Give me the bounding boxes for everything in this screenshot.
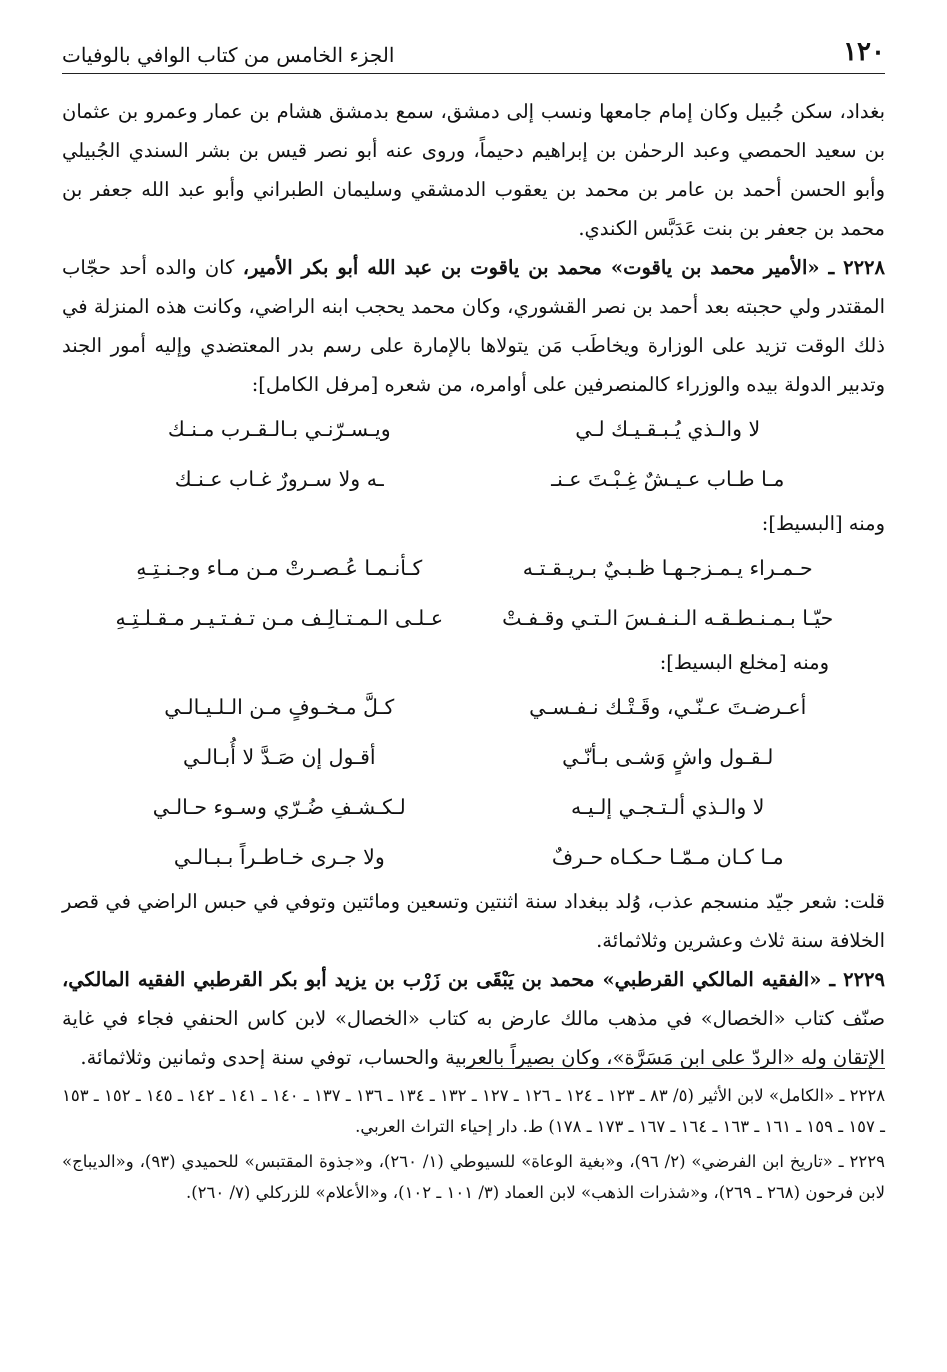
main-text [62,92,885,1077]
meter-label: [مرفل الكامل]: [251,373,379,396]
hemistich-left: أقـول إن صَـدَّ لا أُبـالـي [182,744,376,769]
verse [62,782,885,832]
hemistich-left: ـه ولا سـرورٌ غـاب عـنـك [174,466,384,491]
verse [62,404,885,454]
page-number: ١٢٠ [843,37,885,67]
hemistich-left: ويـسـرّنـي بـالـقـرب مـنـك [167,416,391,441]
hemistich-right: لا والـذي ألـتـجـي إلـيـه [570,794,765,819]
hemistich-right: حيّـا بـمـنـطـقـه الـنـفـسَ الـتـي وقـفـتْ [502,605,834,630]
entry-heading: ٢٢٢٩ ـ «الفقيه المالكي القرطبي» محمد بن يَبْقَى بن زَرْب بن يزيد أبو بكر القرطبي الفقيه المالكي، [62,968,885,991]
entry-2228 [62,248,885,404]
entry-2229 [62,960,885,1077]
footnotes [62,1080,885,1212]
hemistich-right: حـمـراء يـمـزجـهـا ظـبـيٌ بـريـقـتـه [522,555,813,580]
hemistich-right: مـا طـاب عـيـشٌ غِـبْـتَ عـنـ [551,466,785,491]
poem-kamil [62,404,885,504]
footnote-divider [465,1068,885,1069]
continuation-paragraph: بغداد، سكن جُبيل وكان إمام جامعها ونسب إلى دمشق، سمع بدمشق هشام بن عمار وعمرو بن عثمان بن سعيد الحمصي وعبد الرحمٰن بن إبراهيم دحيماً، وروى عنه أبو نصر قيس بن بشر السندي الجُبيلي وأبو الحسن أحمد بن عامر بن محمد بن يعقوب الدمشقي وسليمان الطبراني وأبو عبد الله جعفر بن محمد بن جعفر بن بنت عَدَبَّس الكندي. [62,100,885,240]
hemistich-left: كـأنـمـا عُـصـرتْ مـن مـاء وجـنـتِـهِ [136,555,423,580]
footnote: ٢٢٢٩ ـ «تاريخ ابن الفرضي» (٢/ ٩٦)، و«بغية الوعاة» للسيوطي (١/ ٢٦٠)، و«جذوة المقتبس» للحميدي (٩٣)، و«الديباج» لابن فرحون (٢٦٨ ـ ٢٦٩)، و«شذرات الذهب» لابن العماد (٣/ ١٠١ ـ ١٠٢)، و«الأعلام» للزركلي (٧/ ٢٦٠). [62,1152,885,1202]
running-title: الجزء الخامس من كتاب الوافي بالوفيات [62,43,395,67]
entry-text: صنّف كتاب «الخصال» في مذهب مالك عارض به كتاب «الخصال» لابن كاس الحنفي فجاء في غاية الإتقان وله «الردّ على ابن مَسَرَّة»، وكان بصيراً بالعربية والحساب، توفي سنة إحدى وثمانين وثلاثمائة. [62,1007,885,1069]
footnote: ٢٢٢٨ ـ «الكامل» لابن الأثير (٥/ ٨٣ ـ ١٢٣ ـ ١٢٤ ـ ١٢٦ ـ ١٢٧ ـ ١٣٢ ـ ١٣٤ ـ ١٣٦ ـ ١٣٧ ـ ١٤٠ ـ ١٤١ ـ ١٤٢ ـ ١٤٥ ـ ١٥٢ ـ ١٥٣ ـ ١٥٧ ـ ١٥٩ ـ ١٦١ ـ ١٦٣ ـ ١٦٤ ـ ١٦٧ ـ ١٧٣ ـ ١٧٨) ط. دار إحياء التراث العربي. [62,1086,886,1136]
verse [62,593,885,643]
poem-mukhalla [62,682,885,882]
hemistich-left: كـلَّ مـخـوفٍ مـن الـلـيـالـي [164,694,395,719]
verse [62,832,885,882]
verse [62,454,885,504]
hemistich-right: لـقـول واشٍ وَشـى بـأنّـي [562,744,774,769]
poem-basit [62,543,885,643]
hemistich-left: لـكـشـفِ ضُـرّي وسـوء حـالـي [152,794,406,819]
verse [62,682,885,732]
hemistich-right: لا والـذي يُـبـقـيـك لـي [575,416,761,441]
hemistich-right: أعـرضـتَ عـنّـي، وقَـتْـك نـفـسـي [529,694,807,719]
hemistich-left: عـلـى الـمـتـالِـف مـن تـفـتـيـر مـقـلـتِـهِ [115,605,444,630]
poem-intro: ومنه [البسيط]: [761,512,885,535]
hemistich-left: ولا جـرى خـاطـراً بـبـالـي [173,844,385,869]
poem-intro: ومنه [مخلع البسيط]: [659,651,829,674]
entry-text: كان والده أحد حجّاب المقتدر ولي حجبته بعد أحمد بن نصر القشوري، وكان محمد يحجب ابنه الراضي، وكانت هذه المنزلة في ذلك الوقت تزيد على الوزارة ويخاطَب مَن يتولاها بالإمارة على رسم بدر المعتضدي وإليه أمور الجند وتدبير الدولة بيده والوزراء كالمنصرفين على أوامره، من شعره [62,256,885,396]
author-comment: قلت: شعر جيّد منسجم عذب، وُلد ببغداد سنة اثنتين وتسعين ومائتين وتوفي في حبس الراضي في قصر الخلافة سنة ثلاث وعشرين وثلاثمائة. [62,890,885,952]
hemistich-right: مـا كـان مـمّـا حـكـاه حـرفٌ [551,844,784,869]
verse [62,732,885,782]
page-header [62,34,885,74]
verse [62,543,885,593]
entry-heading: ٢٢٢٨ ـ «الأمير محمد بن ياقوت» محمد بن ياقوت بن عبد الله أبو بكر الأمير، [242,256,885,279]
